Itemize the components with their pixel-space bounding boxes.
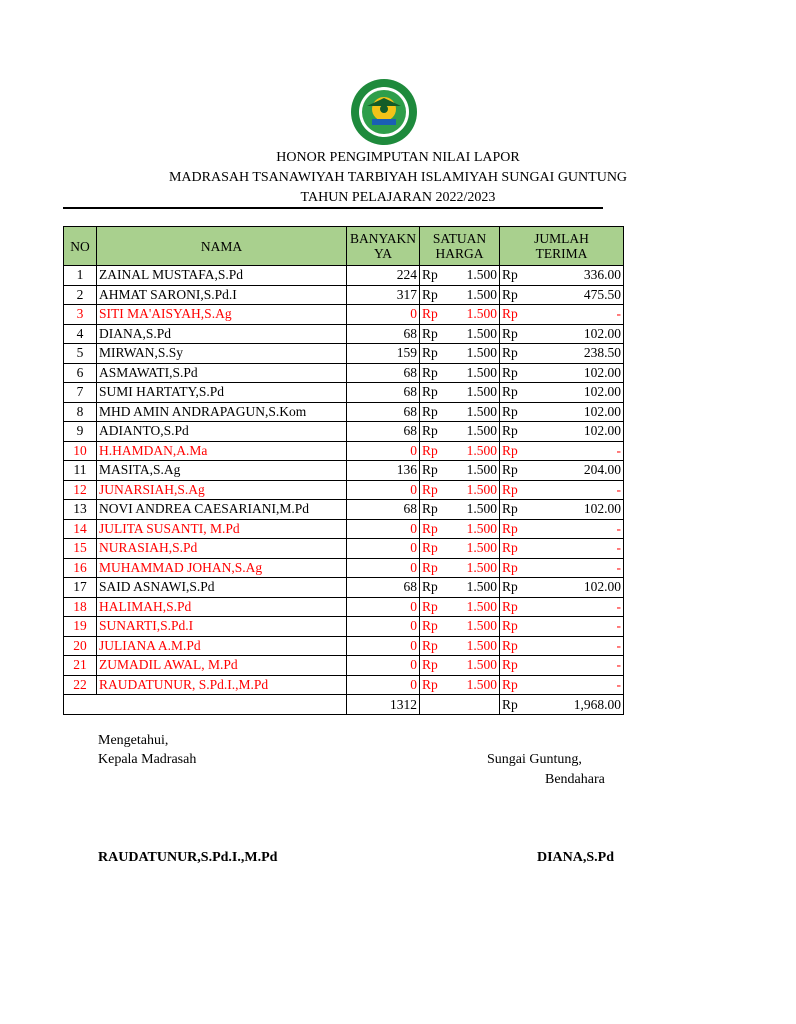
row-unit-price: 1.500 — [444, 266, 500, 286]
col-no-header: NO — [64, 227, 97, 266]
row-amount: 102.00 — [524, 422, 624, 442]
row-qty: 317 — [347, 285, 420, 305]
row-name: DIANA,S.Pd — [97, 324, 347, 344]
row-unit-currency: Rp — [420, 461, 444, 481]
row-unit-price: 1.500 — [444, 578, 500, 598]
row-amount-currency: Rp — [500, 480, 524, 500]
row-unit-currency: Rp — [420, 285, 444, 305]
table-header-row — [64, 227, 624, 266]
row-amount-currency: Rp — [500, 617, 524, 637]
row-unit-price: 1.500 — [444, 617, 500, 637]
row-name: JULITA SUSANTI, M.Pd — [97, 519, 347, 539]
row-amount: - — [524, 656, 624, 676]
row-amount: - — [524, 441, 624, 461]
row-qty: 68 — [347, 578, 420, 598]
row-name: ZAINAL MUSTAFA,S.Pd — [97, 266, 347, 286]
row-no: 22 — [64, 675, 97, 695]
col-qty-header — [347, 227, 420, 266]
row-no: 2 — [64, 285, 97, 305]
col-name-header: NAMA — [97, 227, 347, 266]
row-no: 20 — [64, 636, 97, 656]
school-name: MADRASAH TSANAWIYAH TARBIYAH ISLAMIYAH SUNGAI GUNTUNG — [168, 170, 628, 185]
row-name: MIRWAN,S.Sy — [97, 344, 347, 364]
table-row — [64, 558, 624, 578]
table-row — [64, 597, 624, 617]
row-qty: 224 — [347, 266, 420, 286]
row-unit-currency: Rp — [420, 305, 444, 325]
row-amount-currency: Rp — [500, 519, 524, 539]
table-row — [64, 461, 624, 481]
table-row — [64, 344, 624, 364]
table-row — [64, 617, 624, 637]
row-amount-currency: Rp — [500, 636, 524, 656]
row-no: 4 — [64, 324, 97, 344]
row-name: JULIANA A.M.Pd — [97, 636, 347, 656]
row-unit-currency: Rp — [420, 675, 444, 695]
row-unit-price: 1.500 — [444, 656, 500, 676]
row-amount: - — [524, 519, 624, 539]
head-signatory-name: RAUDATUNUR,S.Pd.I.,M.Pd — [98, 850, 278, 865]
row-amount-currency: Rp — [500, 402, 524, 422]
col-unit-header-line1: SATUAN — [432, 231, 487, 246]
row-unit-currency: Rp — [420, 480, 444, 500]
table-row — [64, 480, 624, 500]
row-unit-currency: Rp — [420, 266, 444, 286]
row-amount: - — [524, 617, 624, 637]
row-no: 6 — [64, 363, 97, 383]
row-no: 18 — [64, 597, 97, 617]
row-unit-price: 1.500 — [444, 324, 500, 344]
table-row — [64, 383, 624, 403]
acknowledged-label: Mengetahui, — [98, 733, 169, 748]
table-row — [64, 636, 624, 656]
row-amount-currency: Rp — [500, 324, 524, 344]
col-total-header — [500, 227, 624, 266]
row-amount-currency: Rp — [500, 383, 524, 403]
report-title: HONOR PENGIMPUTAN NILAI LAPOR — [276, 150, 520, 165]
row-amount: 102.00 — [524, 578, 624, 598]
row-amount-currency: Rp — [500, 266, 524, 286]
row-name: ADIANTO,S.Pd — [97, 422, 347, 442]
row-name: SAID ASNAWI,S.Pd — [97, 578, 347, 598]
row-no: 15 — [64, 539, 97, 559]
table-row — [64, 402, 624, 422]
row-unit-price: 1.500 — [444, 344, 500, 364]
row-amount-currency: Rp — [500, 558, 524, 578]
row-unit-currency: Rp — [420, 363, 444, 383]
row-amount-currency: Rp — [500, 500, 524, 520]
row-unit-price: 1.500 — [444, 558, 500, 578]
table-row — [64, 324, 624, 344]
row-amount-currency: Rp — [500, 656, 524, 676]
row-amount-currency: Rp — [500, 285, 524, 305]
row-qty: 0 — [347, 558, 420, 578]
row-name: AHMAT SARONI,S.Pd.I — [97, 285, 347, 305]
row-unit-currency: Rp — [420, 656, 444, 676]
row-amount: 102.00 — [524, 383, 624, 403]
row-name: RAUDATUNUR, S.Pd.I.,M.Pd — [97, 675, 347, 695]
academic-year: TAHUN PELAJARAN 2022/2023 — [300, 190, 496, 205]
row-qty: 68 — [347, 324, 420, 344]
row-no: 1 — [64, 266, 97, 286]
row-unit-price: 1.500 — [444, 285, 500, 305]
row-name: ZUMADIL AWAL, M.Pd — [97, 656, 347, 676]
table-row — [64, 675, 624, 695]
table-row — [64, 500, 624, 520]
col-unit-header — [420, 227, 500, 266]
row-no: 13 — [64, 500, 97, 520]
row-unit-price: 1.500 — [444, 422, 500, 442]
row-amount-currency: Rp — [500, 461, 524, 481]
total-amount: 1,968.00 — [524, 695, 624, 715]
row-qty: 68 — [347, 500, 420, 520]
row-unit-currency: Rp — [420, 519, 444, 539]
col-unit-header-line2: HARGA — [435, 246, 484, 261]
row-no: 12 — [64, 480, 97, 500]
row-unit-price: 1.500 — [444, 402, 500, 422]
row-name: MUHAMMAD JOHAN,S.Ag — [97, 558, 347, 578]
row-qty: 0 — [347, 656, 420, 676]
row-unit-price: 1.500 — [444, 441, 500, 461]
total-label-cell — [64, 695, 347, 715]
row-name: MHD AMIN ANDRAPAGUN,S.Kom — [97, 402, 347, 422]
row-qty: 0 — [347, 441, 420, 461]
row-amount-currency: Rp — [500, 539, 524, 559]
row-unit-price: 1.500 — [444, 597, 500, 617]
row-name: NURASIAH,S.Pd — [97, 539, 347, 559]
row-unit-price: 1.500 — [444, 363, 500, 383]
head-title: Kepala Madrasah — [98, 752, 197, 767]
total-currency: Rp — [500, 695, 524, 715]
row-unit-price: 1.500 — [444, 480, 500, 500]
row-amount: - — [524, 558, 624, 578]
row-qty: 68 — [347, 383, 420, 403]
row-unit-currency: Rp — [420, 422, 444, 442]
row-amount: 238.50 — [524, 344, 624, 364]
row-qty: 0 — [347, 305, 420, 325]
row-name: MASITA,S.Ag — [97, 461, 347, 481]
row-no: 7 — [64, 383, 97, 403]
row-unit-currency: Rp — [420, 617, 444, 637]
table-row — [64, 285, 624, 305]
row-unit-price: 1.500 — [444, 636, 500, 656]
row-qty: 68 — [347, 422, 420, 442]
row-unit-price: 1.500 — [444, 519, 500, 539]
row-amount: 204.00 — [524, 461, 624, 481]
row-amount-currency: Rp — [500, 675, 524, 695]
row-unit-price: 1.500 — [444, 383, 500, 403]
row-amount-currency: Rp — [500, 422, 524, 442]
row-qty: 0 — [347, 636, 420, 656]
table-row — [64, 422, 624, 442]
row-amount: 102.00 — [524, 324, 624, 344]
row-unit-price: 1.500 — [444, 675, 500, 695]
row-no: 10 — [64, 441, 97, 461]
row-name: SUNARTI,S.Pd.I — [97, 617, 347, 637]
row-amount-currency: Rp — [500, 578, 524, 598]
table-row — [64, 656, 624, 676]
col-total-header-line2: TERIMA — [535, 246, 588, 261]
row-name: JUNARSIAH,S.Ag — [97, 480, 347, 500]
table-row — [64, 519, 624, 539]
row-name: HALIMAH,S.Pd — [97, 597, 347, 617]
table-row — [64, 441, 624, 461]
total-row — [64, 695, 624, 715]
row-unit-currency: Rp — [420, 636, 444, 656]
row-amount: - — [524, 305, 624, 325]
row-amount: 102.00 — [524, 402, 624, 422]
row-unit-currency: Rp — [420, 558, 444, 578]
row-amount: 102.00 — [524, 500, 624, 520]
row-unit-currency: Rp — [420, 539, 444, 559]
row-qty: 0 — [347, 597, 420, 617]
table-row — [64, 305, 624, 325]
row-qty: 0 — [347, 539, 420, 559]
row-unit-price: 1.500 — [444, 461, 500, 481]
row-qty: 68 — [347, 363, 420, 383]
row-name: NOVI ANDREA CAESARIANI,M.Pd — [97, 500, 347, 520]
row-name: SUMI HARTATY,S.Pd — [97, 383, 347, 403]
row-unit-currency: Rp — [420, 324, 444, 344]
row-amount: - — [524, 597, 624, 617]
row-no: 14 — [64, 519, 97, 539]
row-unit-currency: Rp — [420, 383, 444, 403]
row-amount: 475.50 — [524, 285, 624, 305]
total-unit-cell — [420, 695, 500, 715]
row-amount-currency: Rp — [500, 597, 524, 617]
row-qty: 0 — [347, 480, 420, 500]
row-qty: 68 — [347, 402, 420, 422]
row-amount-currency: Rp — [500, 305, 524, 325]
row-name: SITI MA'AISYAH,S.Ag — [97, 305, 347, 325]
row-amount-currency: Rp — [500, 344, 524, 364]
row-unit-price: 1.500 — [444, 539, 500, 559]
row-amount: 102.00 — [524, 363, 624, 383]
row-amount-currency: Rp — [500, 441, 524, 461]
row-qty: 159 — [347, 344, 420, 364]
row-no: 11 — [64, 461, 97, 481]
place-date: Sungai Guntung, — [487, 752, 582, 767]
treasurer-title: Bendahara — [545, 772, 605, 787]
madrasah-emblem-icon — [347, 78, 421, 146]
row-amount-currency: Rp — [500, 363, 524, 383]
row-amount: - — [524, 539, 624, 559]
header-divider — [63, 207, 603, 209]
row-no: 3 — [64, 305, 97, 325]
table-row — [64, 578, 624, 598]
row-name: H.HAMDAN,A.Ma — [97, 441, 347, 461]
treasurer-signatory-name: DIANA,S.Pd — [537, 850, 615, 865]
row-unit-currency: Rp — [420, 441, 444, 461]
row-amount: - — [524, 636, 624, 656]
row-unit-price: 1.500 — [444, 305, 500, 325]
table-row — [64, 363, 624, 383]
col-total-header-line1: JUMLAH — [534, 231, 589, 246]
row-no: 8 — [64, 402, 97, 422]
total-qty: 1312 — [347, 695, 420, 715]
row-qty: 0 — [347, 675, 420, 695]
row-no: 5 — [64, 344, 97, 364]
row-name: ASMAWATI,S.Pd — [97, 363, 347, 383]
row-amount: - — [524, 675, 624, 695]
row-no: 9 — [64, 422, 97, 442]
row-unit-currency: Rp — [420, 597, 444, 617]
row-amount: - — [524, 480, 624, 500]
row-qty: 0 — [347, 617, 420, 637]
table-row — [64, 539, 624, 559]
row-qty: 136 — [347, 461, 420, 481]
honor-table — [63, 226, 624, 715]
col-qty-header-line2: YA — [373, 246, 392, 261]
row-qty: 0 — [347, 519, 420, 539]
col-qty-header-line1: BANYAKN — [349, 231, 416, 246]
row-no: 21 — [64, 656, 97, 676]
row-no: 19 — [64, 617, 97, 637]
row-no: 16 — [64, 558, 97, 578]
row-unit-currency: Rp — [420, 500, 444, 520]
row-amount: 336.00 — [524, 266, 624, 286]
row-unit-currency: Rp — [420, 344, 444, 364]
row-unit-currency: Rp — [420, 402, 444, 422]
row-unit-currency: Rp — [420, 578, 444, 598]
row-unit-price: 1.500 — [444, 500, 500, 520]
table-row — [64, 266, 624, 286]
row-no: 17 — [64, 578, 97, 598]
